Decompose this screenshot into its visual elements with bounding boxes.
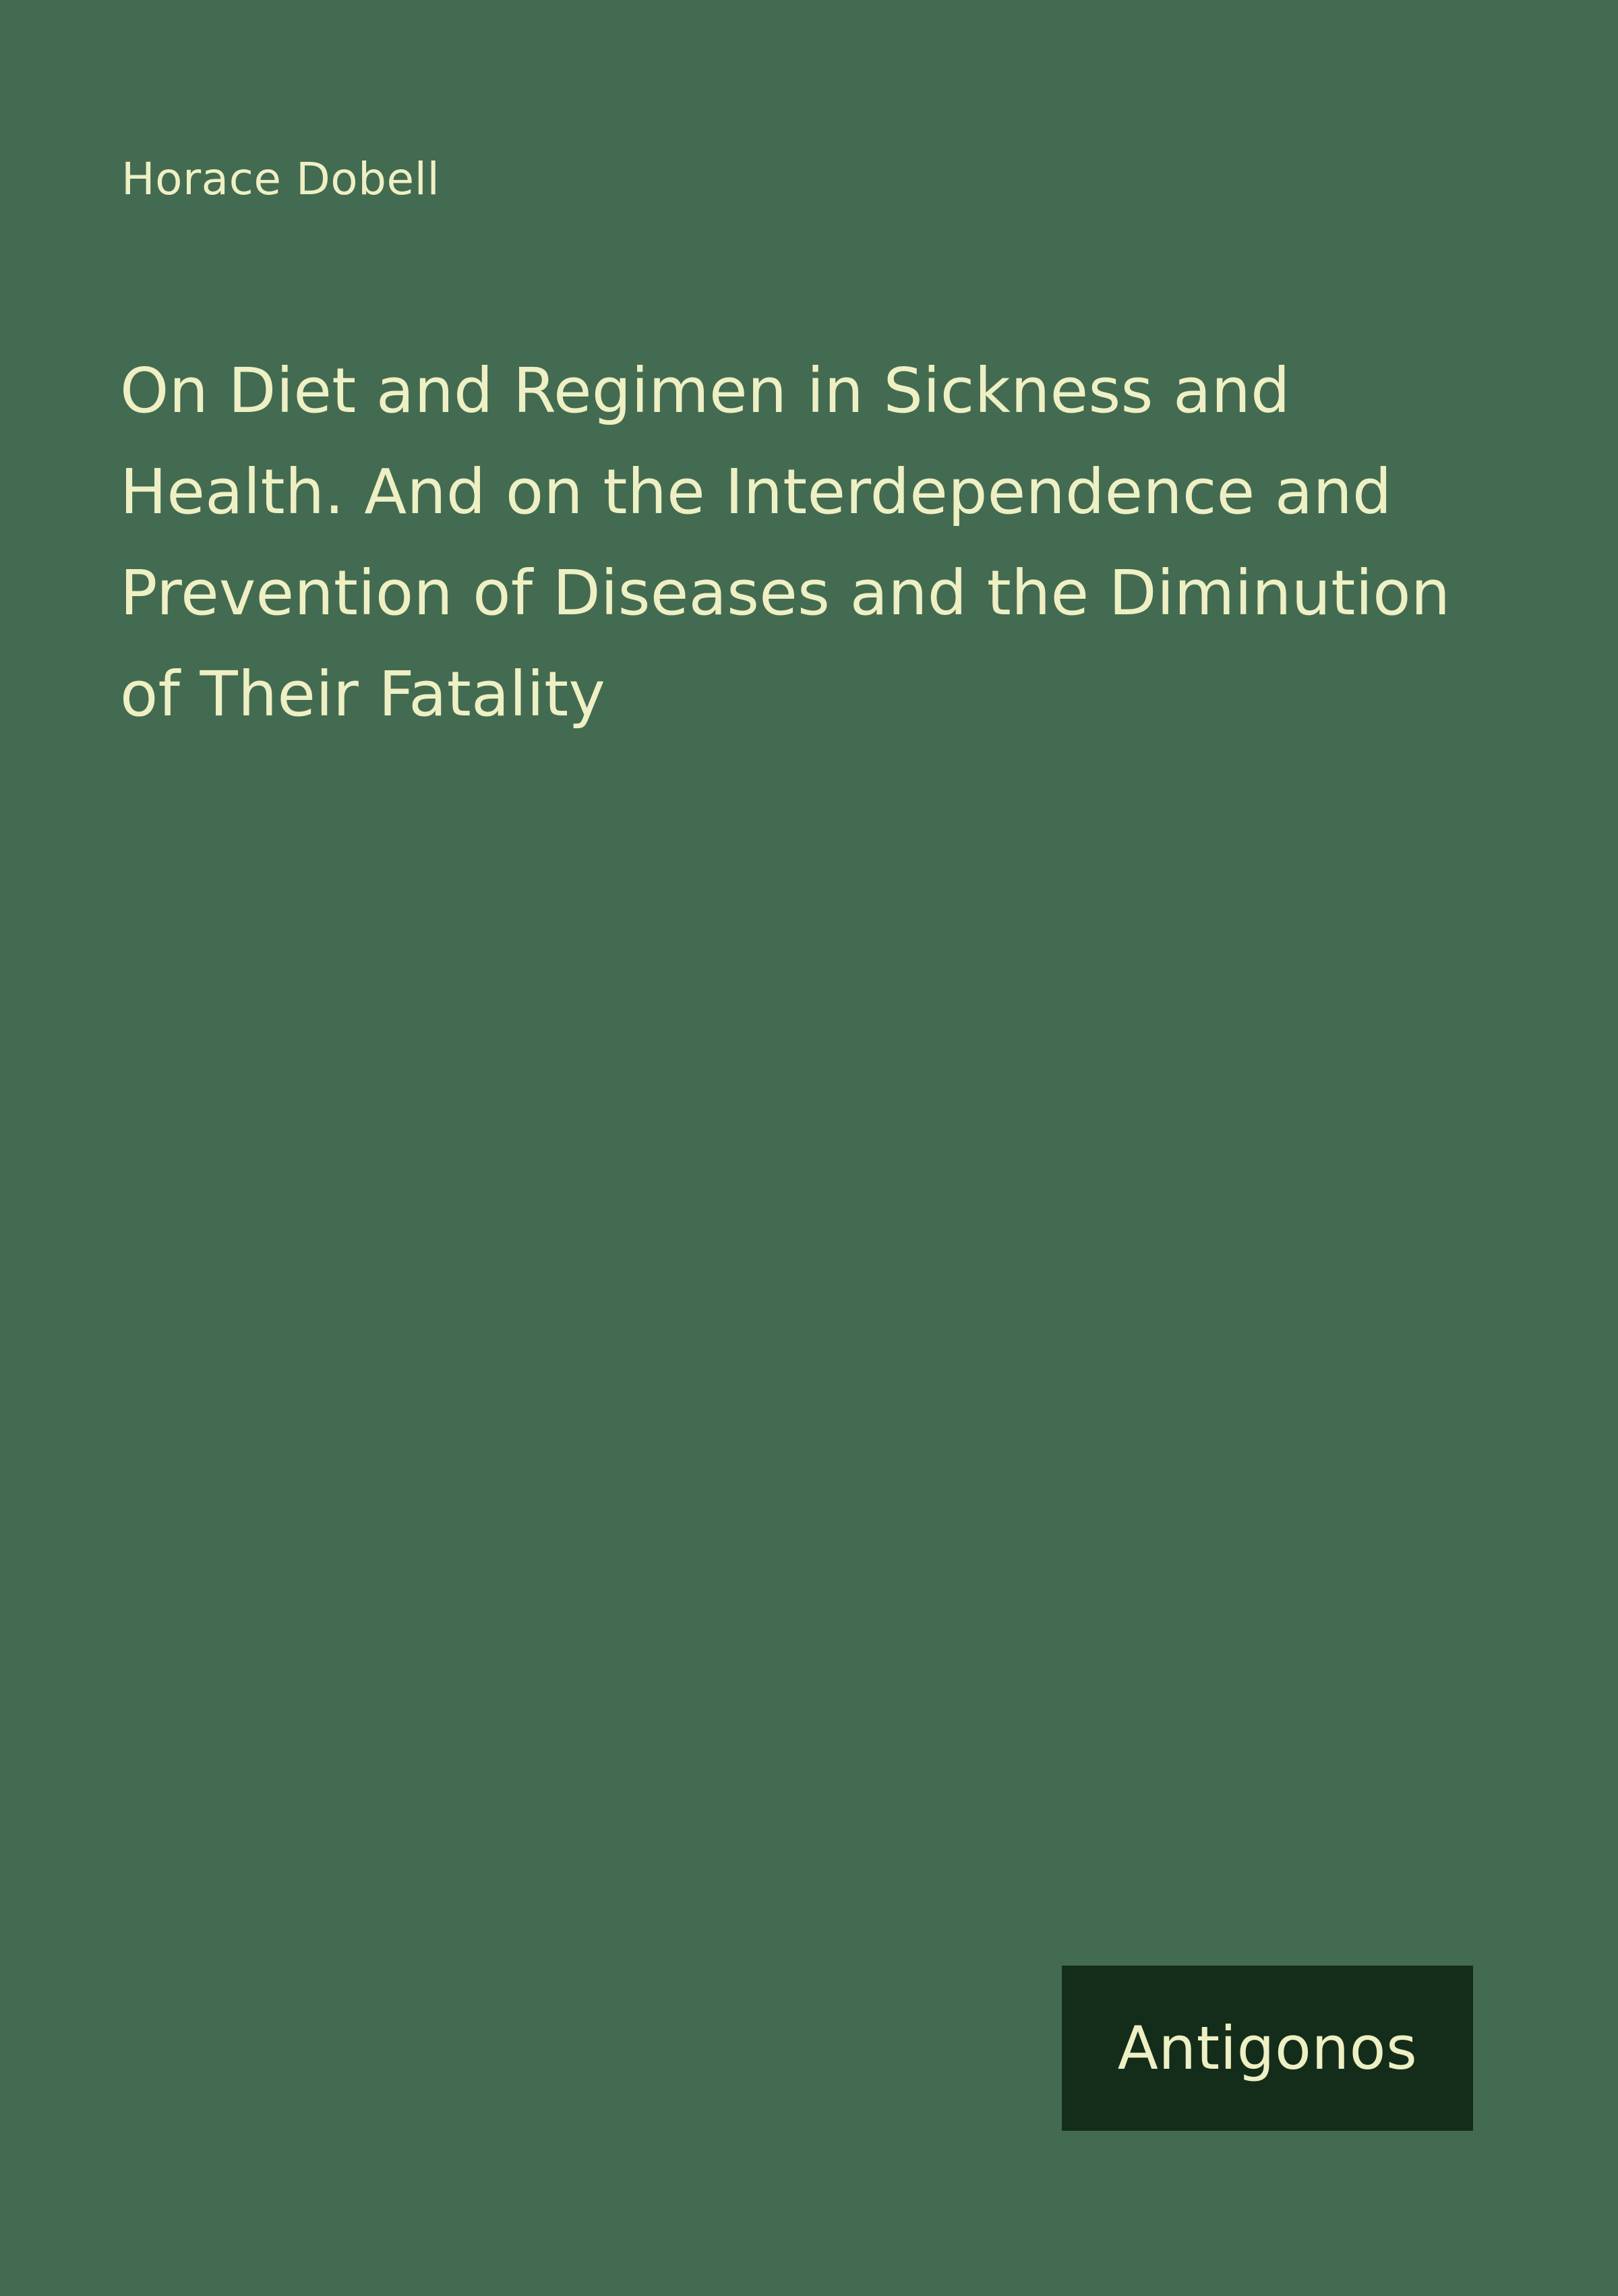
publisher-badge [1062, 1966, 1473, 2131]
book-title: On Diet and Regimen in Sickness and Health. And on the Interdependence and Prevention of Diseases and the Diminution of Their Fatality [120, 355, 1451, 730]
publisher-name: Antigonos [1117, 2013, 1418, 2083]
author-name: Horace Dobell [121, 153, 440, 205]
